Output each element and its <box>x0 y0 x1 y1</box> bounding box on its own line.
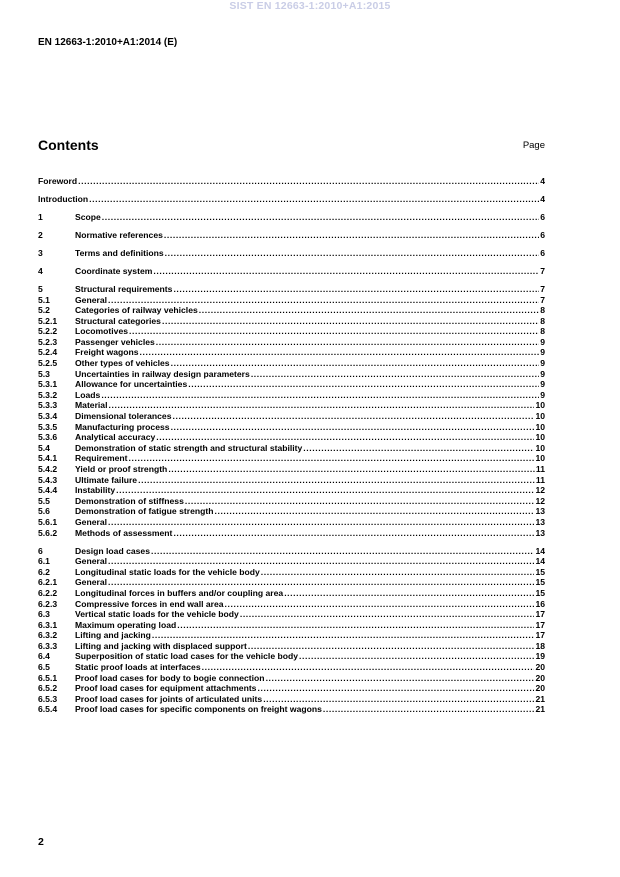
toc-entry-title: Coordinate system <box>75 265 153 276</box>
toc-entry-number: 5.5 <box>38 495 50 506</box>
toc-entry-number: 5.3.4 <box>38 411 58 422</box>
toc-entry-page: 6 <box>540 247 545 258</box>
toc-entry-page: 10 <box>535 421 545 432</box>
toc-entry-page: 9 <box>540 368 545 379</box>
toc-entry-title: Requirement <box>75 453 128 464</box>
toc-entry[interactable] <box>38 369 545 380</box>
toc-leader-dots <box>151 546 534 557</box>
toc-leader-dots <box>129 453 535 464</box>
toc-leader-dots <box>263 694 534 705</box>
toc-entry-title: Superposition of static load cases for the vehicle body <box>75 651 299 662</box>
toc-entry[interactable] <box>38 266 545 277</box>
toc-entry-page: 9 <box>540 379 545 390</box>
toc-entry-title: Structural categories <box>75 315 161 326</box>
toc-entry-page: 9 <box>540 347 545 358</box>
toc-leader-dots <box>171 358 540 369</box>
toc-leader-dots <box>78 176 539 187</box>
toc-leader-dots <box>156 432 534 443</box>
toc-entry-number: 5.2 <box>38 305 50 316</box>
toc-leader-dots <box>284 588 534 599</box>
toc-entry-number: 6.5.3 <box>38 693 58 704</box>
toc-entry-page: 10 <box>535 400 545 411</box>
toc-entry[interactable] <box>38 556 545 567</box>
toc-entry[interactable] <box>38 379 545 390</box>
toc-entry-title: Longitudinal static loads for the vehicle body <box>75 566 260 577</box>
toc-entry-page: 7 <box>540 294 545 305</box>
toc-leader-dots <box>108 577 534 588</box>
toc-entry[interactable] <box>38 528 545 539</box>
toc-entry-number: 5.2.1 <box>38 315 58 326</box>
toc-entry[interactable] <box>38 284 545 295</box>
toc-leader-dots <box>108 517 534 528</box>
toc-entry-number: 5.4.4 <box>38 485 58 496</box>
toc-entry[interactable] <box>38 422 545 433</box>
toc-entry-page: 10 <box>535 453 545 464</box>
toc-leader-dots <box>138 475 535 486</box>
toc-entry[interactable] <box>38 194 545 205</box>
toc-entry-title: Dimensional tolerances <box>75 411 172 422</box>
toc-entry-page: 14 <box>535 556 545 567</box>
toc-entry[interactable] <box>38 630 545 641</box>
toc-entry-number: 2 <box>38 229 43 240</box>
toc-entry-title: Introduction <box>38 193 89 204</box>
toc-entry-title: Categories of railway vehicles <box>75 305 198 316</box>
toc-entry-page: 13 <box>535 527 545 538</box>
toc-entry-title: Demonstration of static strength and structural stability <box>75 442 303 453</box>
toc-entry-title: General <box>75 577 108 588</box>
toc-entry-number: 6.2.2 <box>38 587 58 598</box>
toc-entry-title: General <box>75 516 108 527</box>
toc-leader-dots <box>164 230 539 241</box>
toc-entry[interactable] <box>38 546 545 557</box>
toc-entry-page: 8 <box>540 326 545 337</box>
toc-entry-title: Static proof loads at interfaces <box>75 662 201 673</box>
toc-entry[interactable] <box>38 485 545 496</box>
toc-entry-page: 15 <box>535 566 545 577</box>
toc-entry-page: 21 <box>535 704 545 715</box>
toc-entry[interactable] <box>38 295 545 306</box>
toc-entry-page: 9 <box>540 358 545 369</box>
toc-entry-page: 10 <box>535 411 545 422</box>
toc-entry[interactable] <box>38 683 545 694</box>
toc-entry-title: Proof load cases for joints of articulated units <box>75 693 263 704</box>
toc-entry-page: 10 <box>535 442 545 453</box>
toc-entry[interactable] <box>38 506 545 517</box>
toc-entry-page: 15 <box>535 577 545 588</box>
toc-entry-page: 11 <box>535 474 545 485</box>
toc-entry-page: 15 <box>535 587 545 598</box>
toc-entry-number: 4 <box>38 265 43 276</box>
toc-entry-page: 18 <box>535 640 545 651</box>
toc-entry-title: Methods of assessment <box>75 527 173 538</box>
toc-leader-dots <box>214 506 534 517</box>
toc-entry-page: 17 <box>535 609 545 620</box>
toc-entry-page: 9 <box>540 336 545 347</box>
toc-entry-page: 11 <box>535 464 545 474</box>
toc-entry[interactable] <box>38 411 545 422</box>
toc-entry-title: Design load cases <box>75 545 150 556</box>
toc-leader-dots <box>202 662 535 673</box>
toc-entry-number: 6.3.1 <box>38 619 58 630</box>
toc-entry-number: 5 <box>38 283 43 294</box>
toc-entry-title: Vertical static loads for the vehicle body <box>75 609 239 620</box>
toc-entry-number: 6.3.3 <box>38 640 58 651</box>
toc-leader-dots <box>152 630 535 641</box>
toc-entry-number: 5.2.4 <box>38 347 58 358</box>
toc-entry-page: 20 <box>535 662 545 673</box>
toc-entry[interactable] <box>38 347 545 358</box>
toc-entry-title: Uncertainties in railway design parameters <box>75 368 250 379</box>
toc-entry[interactable] <box>38 662 545 673</box>
toc-entry[interactable] <box>38 326 545 337</box>
toc-entry-page: 8 <box>540 315 545 326</box>
toc-leader-dots <box>168 464 535 475</box>
toc-entry[interactable] <box>38 567 545 578</box>
toc-entry-title: Longitudinal forces in buffers and/or coupling area <box>75 587 284 598</box>
toc-leader-dots <box>248 641 535 652</box>
toc-entry-page: 4 <box>540 193 545 204</box>
toc-entry-number: 5.3.2 <box>38 389 58 400</box>
toc-entry-number: 5.3.1 <box>38 379 58 390</box>
toc-entry[interactable] <box>38 464 545 475</box>
toc-leader-dots <box>129 326 539 337</box>
toc-entry-number: 6.2.1 <box>38 577 58 588</box>
toc-entry[interactable] <box>38 212 545 223</box>
toc-entry-title: Analytical accuracy <box>75 432 156 443</box>
toc-leader-dots <box>153 266 539 277</box>
contents-heading: Contents <box>38 137 99 153</box>
toc-leader-dots <box>177 620 534 631</box>
toc-leader-dots <box>101 390 539 401</box>
toc-entry-title: Proof load cases for body to bogie connection <box>75 672 265 683</box>
toc-entry-title: Maximum operating load <box>75 619 177 630</box>
toc-entry[interactable] <box>38 577 545 588</box>
toc-leader-dots <box>140 347 540 358</box>
toc-entry-number: 6.5 <box>38 662 50 673</box>
toc-entry[interactable] <box>38 620 545 631</box>
toc-entry-page: 9 <box>540 389 545 400</box>
page-column-label: Page <box>522 140 545 151</box>
toc-entry-title: Foreword <box>38 176 78 186</box>
toc-entry-number: 1 <box>38 211 43 222</box>
toc-entry-title: Manufacturing process <box>75 421 170 432</box>
toc-entry-number: 5.4.3 <box>38 474 58 485</box>
toc-entry-title: Proof load cases for equipment attachments <box>75 683 257 694</box>
document-id: EN 12663-1:2010+A1:2014 (E) <box>38 37 178 48</box>
toc-entry[interactable] <box>38 248 545 259</box>
toc-entry-title: Freight wagons <box>75 347 139 358</box>
toc-leader-dots <box>162 316 539 327</box>
toc-entry-number: 5.4.2 <box>38 464 58 474</box>
toc-leader-dots <box>171 422 535 433</box>
toc-entry-page: 6 <box>540 229 545 240</box>
toc-leader-dots <box>266 673 535 684</box>
toc-entry-number: 5.3 <box>38 368 50 379</box>
toc-entry[interactable] <box>38 230 545 241</box>
toc-entry-page: 17 <box>535 630 545 641</box>
toc-entry-number: 6.5.4 <box>38 704 58 715</box>
toc-entry[interactable] <box>38 694 545 705</box>
toc-leader-dots <box>172 411 534 422</box>
toc-entry-number: 6.5.2 <box>38 683 58 694</box>
toc-entry-number: 5.4.1 <box>38 453 58 464</box>
toc-entry[interactable] <box>38 337 545 348</box>
toc-entry[interactable] <box>38 588 545 599</box>
toc-entry-number: 6 <box>38 545 43 556</box>
toc-entry-page: 14 <box>535 545 545 556</box>
toc-leader-dots <box>257 683 534 694</box>
toc-entry-page: 6 <box>540 211 545 222</box>
toc-leader-dots <box>303 443 534 454</box>
toc-entry[interactable] <box>38 453 545 464</box>
toc-leader-dots <box>165 248 540 259</box>
toc-leader-dots <box>251 369 539 380</box>
toc-entry-page: 8 <box>540 305 545 316</box>
footer-page-number: 2 <box>38 836 44 848</box>
toc-leader-dots <box>323 704 535 715</box>
toc-entry[interactable] <box>38 390 545 401</box>
toc-entry-page: 19 <box>535 651 545 662</box>
toc-entry-title: Yield or proof strength <box>75 464 168 474</box>
toc-leader-dots <box>173 284 539 295</box>
toc-entry-title: Instability <box>75 485 116 496</box>
toc-entry[interactable] <box>38 641 545 652</box>
toc-entry-title: Compressive forces in end wall area <box>75 598 224 609</box>
toc-leader-dots <box>240 609 535 620</box>
toc-entry[interactable] <box>38 176 545 187</box>
toc-entry-number: 6.5.1 <box>38 672 58 683</box>
toc-leader-dots <box>188 379 539 390</box>
toc-leader-dots <box>108 295 539 306</box>
toc-entry-number: 6.4 <box>38 651 50 662</box>
toc-entry-number: 6.1 <box>38 556 50 567</box>
toc-leader-dots <box>185 496 535 507</box>
toc-leader-dots <box>102 212 539 223</box>
toc-entry-page: 17 <box>535 619 545 630</box>
toc-entry-number: 5.3.6 <box>38 432 58 443</box>
toc-entry-title: Other types of vehicles <box>75 358 170 369</box>
toc-entry-title: General <box>75 294 108 305</box>
toc-leader-dots <box>89 194 539 205</box>
toc-leader-dots <box>108 400 534 411</box>
toc-leader-dots <box>173 528 534 539</box>
toc-entry-number: 5.1 <box>38 294 50 305</box>
toc-entry-number: 6.3 <box>38 609 50 620</box>
toc-entry[interactable] <box>38 305 545 316</box>
toc-leader-dots <box>199 305 539 316</box>
toc-entry-page: 12 <box>535 485 545 496</box>
toc-entry-number: 6.2.3 <box>38 598 58 609</box>
toc-leader-dots <box>261 567 535 578</box>
toc-entry-title: Locomotives <box>75 326 129 337</box>
toc-entry-page: 13 <box>535 516 545 527</box>
toc-entry-title: Proof load cases for specific components on freight wagons <box>75 704 322 715</box>
toc-entry-number: 5.6.2 <box>38 527 58 538</box>
toc-entry-title: Structural requirements <box>75 283 173 294</box>
toc-entry-title: Ultimate failure <box>75 474 138 485</box>
toc-entry[interactable] <box>38 651 545 662</box>
toc-leader-dots <box>299 651 534 662</box>
toc-entry-page: 16 <box>535 598 545 609</box>
toc-leader-dots <box>116 485 534 496</box>
toc-entry[interactable] <box>38 517 545 528</box>
toc-entry-title: Demonstration of fatigue strength <box>75 506 214 517</box>
watermark: SIST EN 12663-1:2010+A1:2015 <box>229 0 391 12</box>
toc-entry-title: Scope <box>75 211 101 222</box>
toc-entry-number: 5.2.2 <box>38 326 58 337</box>
toc-entry-number: 6.2 <box>38 566 50 577</box>
table-of-contents <box>38 176 545 715</box>
toc-entry[interactable] <box>38 704 545 715</box>
toc-entry-title: Material <box>75 400 108 411</box>
toc-entry-number: 5.6.1 <box>38 516 58 527</box>
toc-entry-title: Allowance for uncertainties <box>75 379 188 390</box>
toc-entry[interactable] <box>38 609 545 620</box>
toc-entry-title: Normative references <box>75 229 163 240</box>
toc-entry-number: 5.3.3 <box>38 400 58 411</box>
toc-entry-page: 21 <box>535 693 545 704</box>
toc-entry-page: 7 <box>540 283 545 294</box>
toc-entry[interactable] <box>38 432 545 443</box>
toc-entry-page: 7 <box>540 265 545 276</box>
toc-entry-title: Lifting and jacking with displaced support <box>75 640 247 651</box>
toc-entry-number: 5.6 <box>38 506 50 517</box>
toc-entry-number: 5.4 <box>38 442 50 453</box>
toc-entry-title: Loads <box>75 389 101 400</box>
toc-entry[interactable] <box>38 358 545 369</box>
toc-entry-number: 3 <box>38 247 43 258</box>
toc-entry[interactable] <box>38 400 545 411</box>
toc-entry[interactable] <box>38 475 545 486</box>
toc-entry[interactable] <box>38 316 545 327</box>
toc-entry-title: Passenger vehicles <box>75 336 155 347</box>
toc-leader-dots <box>225 599 535 610</box>
toc-entry-number: 5.3.5 <box>38 421 58 432</box>
toc-entry-page: 13 <box>535 506 545 517</box>
toc-entry-title: Terms and definitions <box>75 247 164 258</box>
toc-entry-page: 10 <box>535 432 545 443</box>
toc-leader-dots <box>108 556 534 567</box>
toc-entry-title: General <box>75 556 108 567</box>
toc-entry[interactable] <box>38 599 545 610</box>
toc-entry[interactable] <box>38 496 545 507</box>
toc-entry-page: 20 <box>535 672 545 683</box>
toc-entry[interactable] <box>38 443 545 454</box>
toc-entry-number: 5.2.5 <box>38 358 58 369</box>
toc-entry-number: 6.3.2 <box>38 630 58 641</box>
toc-entry-title: Lifting and jacking <box>75 630 151 641</box>
toc-entry[interactable] <box>38 673 545 684</box>
toc-entry-title: Demonstration of stiffness <box>75 495 184 506</box>
toc-entry-page: 20 <box>535 683 545 694</box>
toc-entry-number: 5.2.3 <box>38 336 58 347</box>
toc-entry-page: 4 <box>540 176 545 186</box>
toc-entry-page: 12 <box>535 495 545 506</box>
toc-leader-dots <box>156 337 539 348</box>
